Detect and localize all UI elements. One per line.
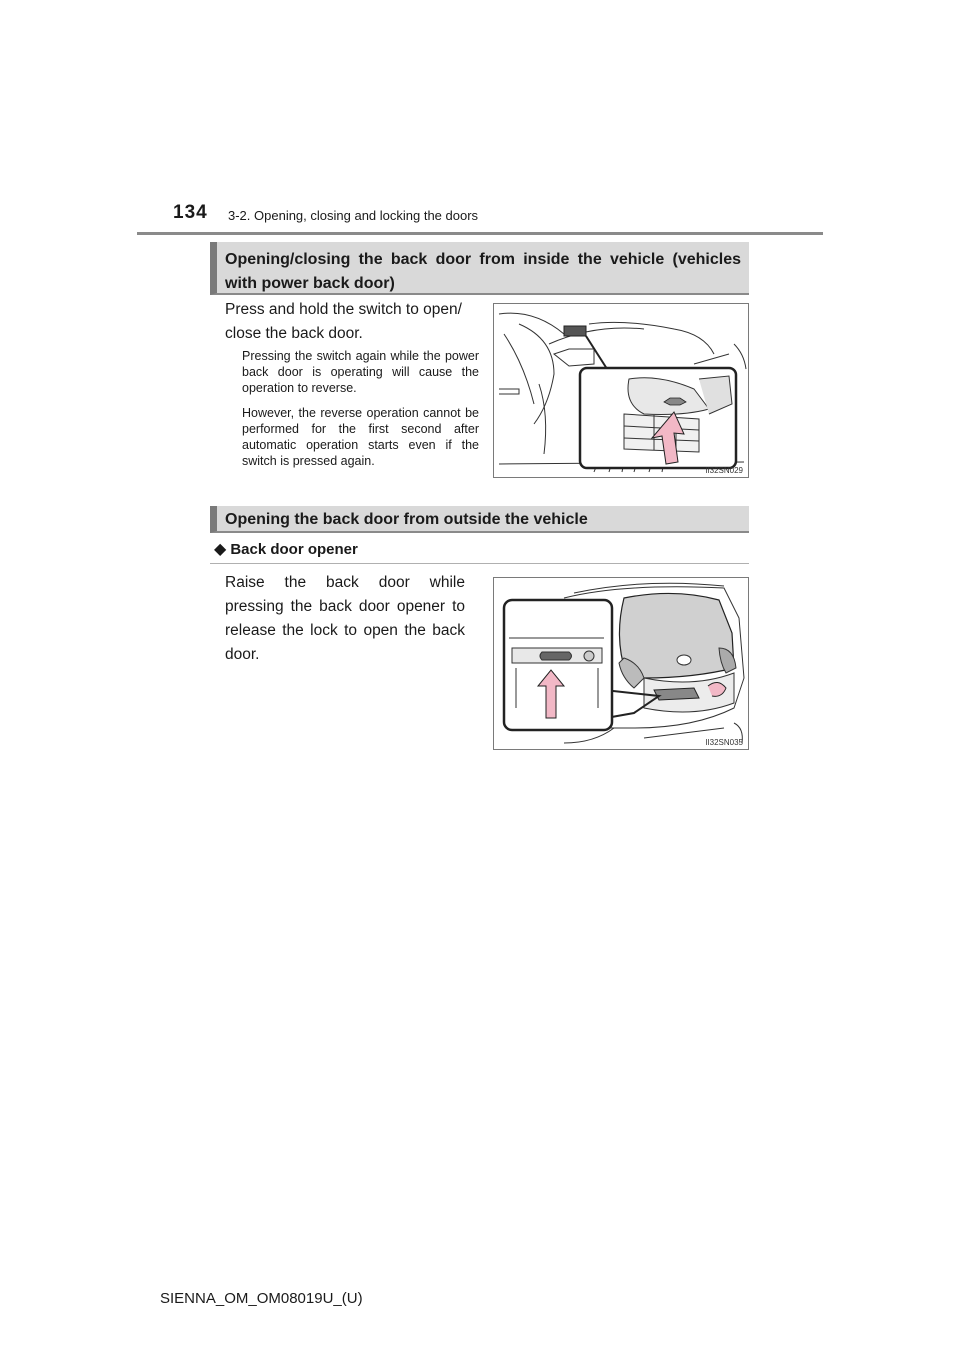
figure-back-door-opener [493,577,749,750]
back-door-illustration [494,578,749,750]
footer-doc-code: SIENNA_OM_OM08019U_(U) [160,1290,363,1307]
figure-code-2: II32SN035 [705,738,743,747]
header-rule [137,232,823,235]
note-exception: However, the reverse operation cannot be performed for the first second after automatic operation starts even if the switch is pressed again. [242,406,479,468]
figure-overhead-switch [493,303,749,478]
overhead-switch-illustration [494,304,749,478]
heading-outside-vehicle: Opening the back door from outside the vehicle [210,506,749,533]
page-number: 134 [173,202,208,223]
section-title: 3-2. Opening, closing and locking the doors [228,208,479,223]
instruction-inside: Press and hold the switch to open/ close the back door. [225,301,462,342]
figure-code-1: II32SN029 [705,466,743,475]
diamond-icon: ◆ [214,541,227,558]
note-reverse: Pressing the switch again while the power back door is operating will cause the operation to reverse. [242,349,479,395]
subheading-label: Back door opener [230,541,358,558]
heading-inside-vehicle: Opening/closing the back door from inside the vehicle (vehicles with power back door) [210,242,749,295]
instruction-outside: Raise the back door while pressing the back door opener to release the lock to open the back door. [225,574,465,663]
subheading-rule [210,563,749,564]
subheading-back-door-opener [214,539,358,559]
